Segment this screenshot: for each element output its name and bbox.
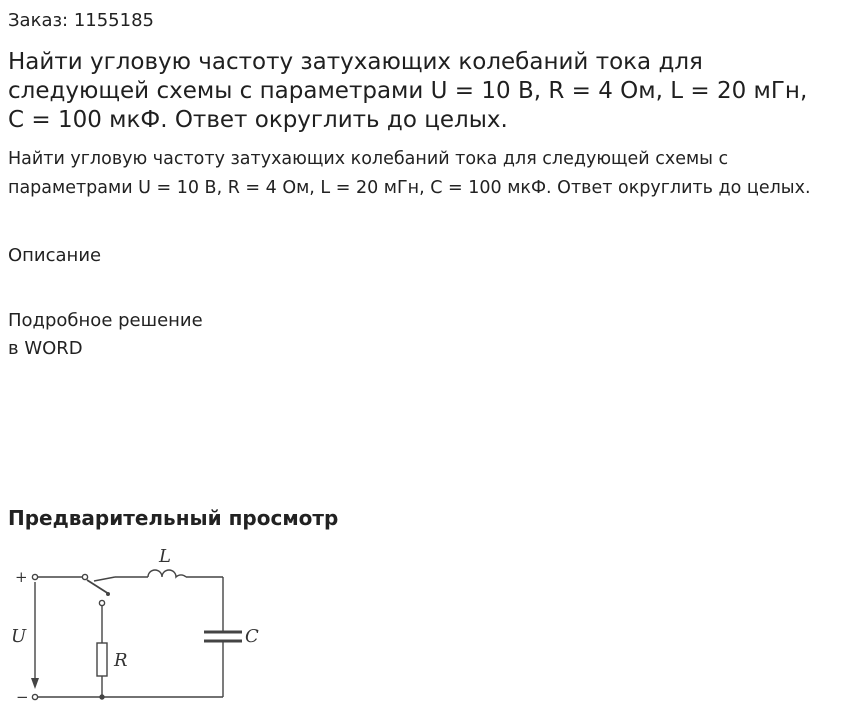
switch-contact-left	[82, 574, 87, 579]
minus-sign: −	[16, 688, 29, 706]
inductor-label: L	[159, 546, 171, 567]
voltage-label: U	[11, 626, 27, 647]
junction-node	[100, 695, 104, 699]
preview-heading: Предварительный просмотр	[8, 506, 339, 530]
switch-contact-lower	[99, 600, 104, 605]
solution-info	[8, 307, 203, 363]
switch-tip	[106, 592, 110, 596]
circuit-diagram	[8, 542, 268, 712]
page-title: Найти угловую частоту затухающих колебаний тока для следующей схемы с параметрами U = 10 В, R = 4 Ом, L = 20 мГн, С = 100 мкФ. Ответ округлить до целых.	[8, 49, 808, 133]
resistor-label: R	[114, 650, 128, 671]
terminal-minus	[32, 694, 37, 699]
solution-line-2: в WORD	[8, 338, 83, 359]
order-number: Заказ: 1155185	[8, 10, 154, 31]
switch-blade	[87, 580, 109, 594]
switch-wire	[94, 577, 115, 581]
solution-line-1: Подробное решение	[8, 310, 203, 331]
inductor	[148, 570, 186, 577]
plus-sign: +	[15, 568, 28, 586]
terminal-plus	[32, 574, 37, 579]
capacitor-label: C	[245, 626, 259, 647]
task-description: Найти угловую частоту затухающих колебаний тока для следующей схемы с параметрами U = 10 В, R = 4 Ом, L = 20 мГн, С = 100 мкФ. Ответ округлить до целых.	[8, 149, 811, 198]
voltage-arrowhead	[31, 678, 39, 689]
resistor	[97, 643, 107, 676]
description-heading: Описание	[8, 245, 102, 266]
